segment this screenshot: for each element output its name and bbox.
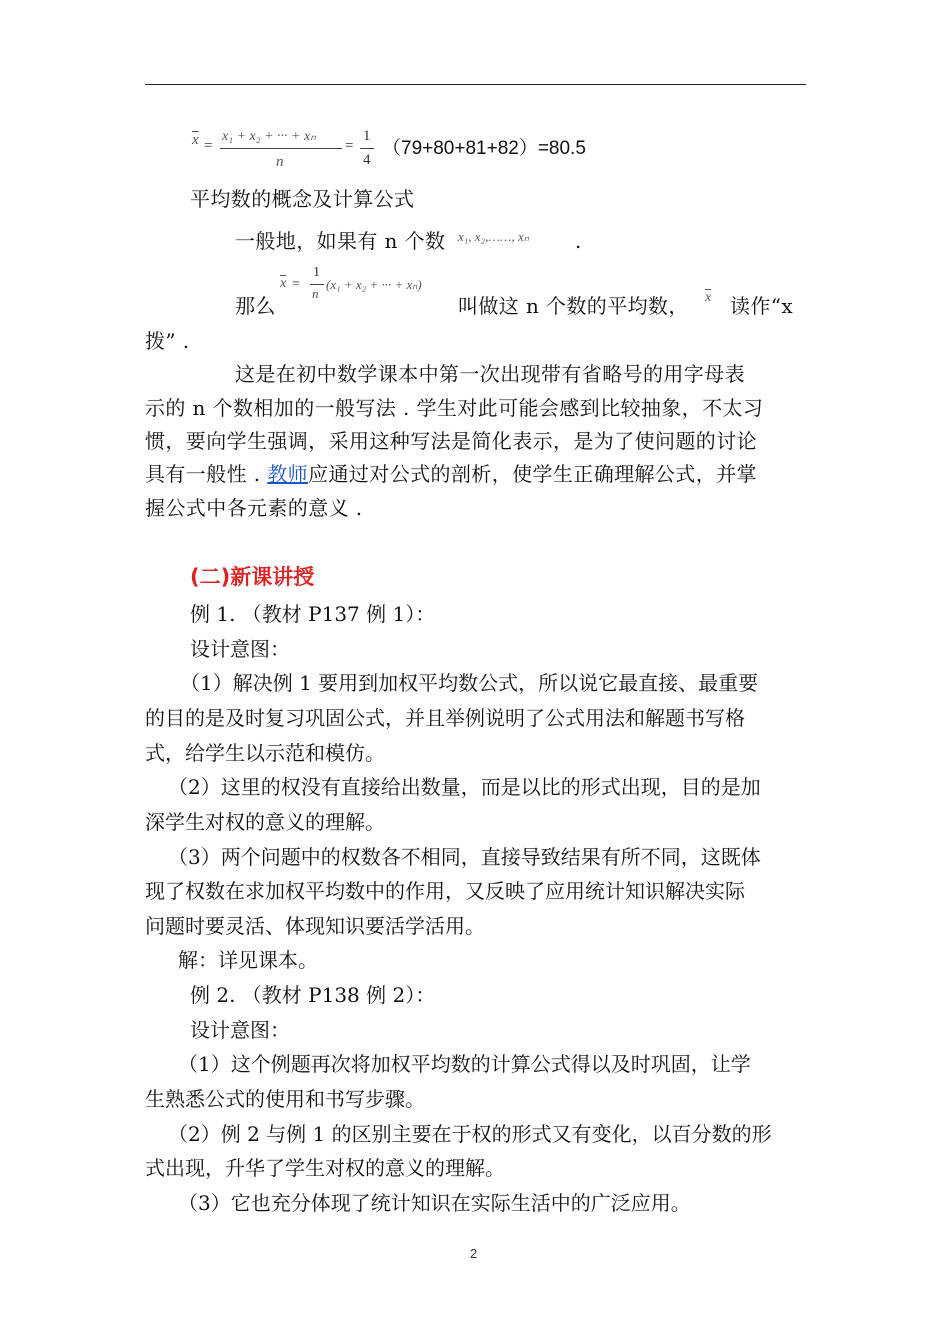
para1-line5: 握公式中各元素的意义 . (145, 496, 363, 520)
general-suffix: . (575, 229, 582, 253)
then-prefix: 那么 (235, 294, 276, 318)
para1-line3: 惯，要向学生强调，采用这种写法是简化表示，是为了使问题的讨论 (145, 429, 757, 453)
fraction-n: n (312, 286, 319, 301)
fraction-bar (220, 148, 342, 149)
example2-p1-line1: （1）这个例题再次将加权平均数的计算公式得以及时巩固，让学 (178, 1052, 751, 1076)
example1-p3-line1: （3）两个问题中的权数各不相同，直接导致结果有所不同，这既体 (168, 845, 761, 869)
section-heading: (二)新课讲授 (190, 565, 315, 589)
example1-p1-line2: 的目的是及时复习巩固公式，并且举例说明了公式用法和解题书写格 (145, 706, 745, 730)
example1-p3-line2: 现了权数在求加权平均数中的作用，又反映了应用统计知识解决实际 (145, 879, 745, 903)
example1-intent: 设计意图： (190, 637, 290, 661)
example2-p1-line2: 生熟悉公式的使用和书写步骤。 (145, 1087, 425, 1111)
header-rule (145, 84, 806, 85)
then-suffix: 读作“x (730, 294, 794, 318)
fraction-four: 4 (363, 152, 371, 168)
page-number: 2 (470, 1246, 478, 1261)
para1-line1: 这是在初中数学课本中第一次出现带有省略号的用字母表 (235, 362, 745, 386)
equals-sign: = (204, 138, 213, 154)
equals-sign-2: = (345, 138, 354, 154)
general-variables: x₁, x₂,……, xₙ (458, 229, 529, 244)
example2-title: 例 2. （教材 P138 例 2）： (190, 983, 436, 1007)
formula-denominator: n (276, 154, 284, 170)
para1-line4-prefix: 具有一般性 . (145, 462, 268, 486)
example2-intent: 设计意图： (190, 1018, 290, 1042)
x-bar-symbol: $\overline{x}$ (192, 132, 199, 148)
x-bar-symbol-2: $\overline{x}$ (280, 276, 287, 291)
para1-line2: 示的 n 个数相加的一般写法 . 学生对此可能会感到比较抽象，不太习 (145, 396, 764, 420)
general-prefix: 一般地，如果有 n 个数 (235, 229, 446, 253)
formula-result: （79+80+81+82）=80.5 (382, 138, 586, 159)
fraction-one: 1 (363, 128, 371, 144)
teacher-link[interactable]: 教师 (267, 462, 309, 486)
example2-p3: （3）它也充分体现了统计知识在实际生活中的广泛应用。 (178, 1191, 691, 1215)
fraction-one-2: 1 (313, 265, 320, 280)
para1-line4-suffix: 应通过对公式的剖析，使学生正确理解公式，并掌 (308, 462, 757, 486)
general-statement (235, 226, 445, 256)
example2-p2-line2: 式出现，升华了学生对权的意义的理解。 (145, 1156, 505, 1180)
example1-p2-line1: （2）这里的权没有直接给出数量，而是以比的形式出现，目的是加 (168, 775, 761, 799)
example1-p1-line3: 式，给学生以示范和模仿。 (145, 741, 385, 765)
example1-p2-line2: 深学生对权的意义的理解。 (145, 810, 385, 834)
example1-solution: 解：详见课本。 (178, 948, 318, 972)
example2-p2-line1: （2）例 2 与例 1 的区别主要在于权的形式又有变化，以百分数的形 (168, 1122, 772, 1146)
subtitle-mean-concept: 平均数的概念及计算公式 (190, 187, 415, 211)
example1-p1-line1: （1）解决例 1 要用到加权平均数公式，所以说它最直接、最重要 (180, 671, 759, 695)
fraction-bar-2 (360, 148, 374, 149)
then-middle: 叫做这 n 个数的平均数， (458, 294, 689, 318)
then-continuation: 拨” . (145, 329, 190, 353)
para1-line4 (145, 459, 757, 489)
formula-numerator: x₁ + x₂ + ··· + xₙ (222, 129, 316, 144)
x-bar-symbol-3: $\overline{x}$ (705, 290, 712, 305)
equals-sign-3: = (292, 277, 300, 292)
formula-sum: (x₁ + x₂ + ··· + xₙ) (326, 277, 422, 292)
fraction-bar-3 (310, 284, 324, 285)
example1-title: 例 1. （教材 P137 例 1）： (190, 602, 436, 626)
example1-p3-line3: 问题时要灵活、体现知识要活学活用。 (145, 914, 485, 938)
